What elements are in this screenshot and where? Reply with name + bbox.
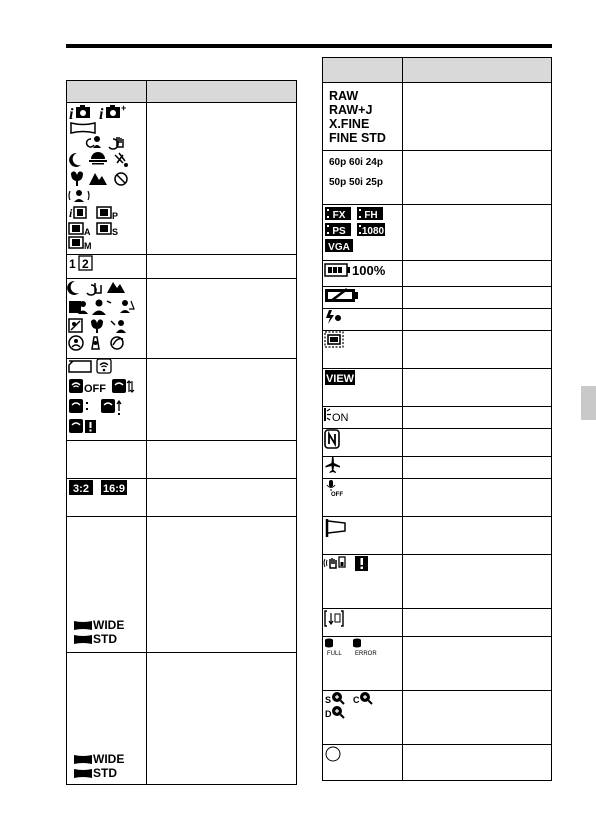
food-icon (115, 173, 127, 185)
battery-empty-icon (325, 289, 358, 302)
table-row (67, 517, 297, 653)
svg-text:VGA: VGA (328, 242, 350, 253)
svg-text:i: i (69, 106, 74, 123)
wifi-status-icons (67, 359, 147, 441)
svg-text:16:9: 16:9 (102, 483, 126, 495)
movie-a-icon (69, 223, 91, 237)
empty-icon-cell (67, 441, 147, 479)
svg-text:VIEW: VIEW (325, 373, 355, 385)
battery-full-icon (325, 264, 350, 276)
audio-off-icons (323, 479, 403, 517)
table-row (67, 103, 297, 255)
svg-text:FULL: FULL (327, 651, 342, 657)
record-fx-icon (325, 207, 351, 221)
card-access-description (403, 609, 552, 637)
quality-fine-std: FINE STD (329, 131, 386, 145)
table-row (323, 457, 552, 479)
wifi-upload-icon (101, 399, 121, 415)
table-row (323, 331, 552, 369)
shooting-modes-description (147, 103, 297, 255)
left-header-icon-col (67, 81, 147, 103)
wifi-off-icon (69, 379, 106, 395)
landscape-icon (107, 282, 125, 293)
battery-description (403, 261, 552, 287)
svg-text:1080: 1080 (361, 226, 385, 237)
right-table-header (323, 58, 552, 83)
svg-text:FH: FH (364, 210, 378, 221)
svg-text:i: i (99, 106, 104, 123)
steady-shot-warning-description (403, 555, 552, 609)
fps-60i: 60i (349, 157, 363, 168)
smart-zoom-icon (325, 692, 344, 705)
database-icons (323, 637, 403, 691)
svg-text:S: S (112, 227, 119, 237)
table-row (67, 359, 297, 441)
night-scene-icon (67, 281, 79, 295)
memory-recall-description (147, 255, 297, 279)
table-row (67, 441, 297, 479)
nfc-icon (325, 430, 339, 448)
svg-text:3:2: 3:2 (73, 483, 89, 495)
table-row (323, 637, 552, 691)
aspect-ratio-icons (67, 479, 147, 517)
panorama-wide-option: WIDE (73, 752, 146, 766)
clear-zoom-icon (353, 692, 372, 705)
left-table-header (67, 81, 297, 103)
memory-card-icon (69, 361, 91, 372)
movie-s-icon (97, 223, 118, 237)
table-row (323, 309, 552, 331)
table-row (67, 255, 297, 279)
nfc-icons (323, 429, 403, 457)
record-setting-icons (323, 205, 403, 261)
table-row (323, 83, 552, 151)
camera-shake-icon (324, 557, 345, 568)
wifi-transfer-icon (112, 379, 134, 393)
baby-icon (111, 320, 126, 333)
flash-charge-icons (323, 309, 403, 331)
svg-text:P: P (112, 211, 119, 221)
digital-zoom-icon (325, 706, 344, 719)
card-access-icons (323, 609, 403, 637)
scene-recognition-icons (67, 279, 147, 359)
sports-icon (115, 153, 128, 167)
fps-60p: 60p (329, 157, 347, 168)
table-row (323, 691, 552, 745)
panorama-direction-icons (67, 653, 147, 785)
landscape-icon (89, 173, 107, 185)
record-vga-icon (325, 239, 353, 253)
svg-text:+: + (121, 103, 127, 113)
svg-text:D: D (325, 709, 332, 719)
af-illuminator-icon (325, 408, 349, 423)
card-write-icon (325, 611, 343, 626)
airplane-mode-description (403, 457, 552, 479)
table-row (323, 287, 552, 309)
svg-text:OFF: OFF (84, 383, 106, 395)
svg-text:PS: PS (332, 226, 346, 237)
flash-charging-icon (326, 310, 341, 324)
database-error-icon (353, 639, 377, 658)
night-portrait-icon (87, 136, 101, 148)
record-fh-icon (357, 207, 383, 221)
right-header-desc-col (403, 58, 552, 83)
night-portrait-icon (120, 300, 134, 313)
quality-icons (323, 83, 403, 151)
quality-extra-fine: X.FINE (329, 117, 370, 131)
table-row (323, 609, 552, 637)
battery-icons (323, 261, 403, 287)
airplane-icon (326, 457, 341, 473)
quality-description (403, 83, 552, 151)
warning-icon (355, 556, 368, 571)
superior-auto-icon (99, 103, 126, 123)
empty-row-description (147, 441, 297, 479)
svg-text:FX: FX (332, 210, 346, 221)
spot-metering-circle-icon (326, 747, 340, 761)
table-row (323, 429, 552, 457)
quality-raw-jpeg: RAW+J (329, 103, 373, 117)
flash-charge-description (403, 309, 552, 331)
intelligent-auto-movie-icon (69, 206, 86, 220)
panorama-wide-option: WIDE (73, 618, 146, 632)
battery-warning-icons (323, 287, 403, 309)
table-row (323, 555, 552, 609)
panorama-icon (71, 123, 95, 133)
svg-text:A: A (84, 227, 91, 237)
record-setting-description (403, 205, 552, 261)
audio-off-description (403, 479, 552, 517)
left-header-desc-col (147, 81, 297, 103)
panorama-size-description (147, 517, 297, 653)
panorama-direction-description (147, 653, 297, 785)
database-description (403, 637, 552, 691)
table-row (323, 369, 552, 407)
table-row (323, 517, 552, 555)
wind-noise-icons (323, 517, 403, 555)
macro-icon (91, 319, 103, 333)
panorama-std-option: STD (73, 632, 146, 646)
zoom-description (403, 691, 552, 745)
scene-recognition-description (147, 279, 297, 359)
face-detect-icon (69, 336, 83, 350)
table-row (67, 479, 297, 517)
panorama-std-option: STD (73, 766, 146, 780)
microphone-off-icon (327, 480, 343, 498)
anti-motion-blur-icon (69, 190, 89, 202)
movie-m-icon (69, 237, 92, 249)
af-illuminator-description (403, 407, 552, 429)
table-row (323, 151, 552, 205)
svg-text:ERROR: ERROR (355, 651, 377, 657)
aspect-ratio-description (147, 479, 297, 517)
sunset-icon (89, 152, 107, 165)
steady-shot-warning-icons (323, 555, 403, 609)
live-view-frame-icon (325, 332, 343, 347)
aspect-3-2-icon (69, 480, 93, 495)
top-rule (66, 44, 552, 48)
record-ps-icon (325, 223, 351, 237)
right-icon-table (322, 57, 552, 781)
view-mode-description (403, 369, 552, 407)
spot-meter-description (403, 745, 552, 781)
portrait-icon (92, 300, 111, 316)
live-view-frame-description (403, 331, 552, 369)
chapter-side-tab (581, 386, 596, 420)
wifi-icon (97, 359, 111, 373)
database-full-icon (325, 639, 342, 658)
table-row (323, 205, 552, 261)
shooting-mode-icons (67, 103, 147, 255)
spot-meter-icons (323, 745, 403, 781)
svg-text:OFF: OFF (331, 492, 343, 498)
table-row (67, 279, 297, 359)
movie-p-icon (97, 207, 118, 221)
svg-text:i: i (69, 206, 73, 220)
fps-50i: 50i (349, 177, 363, 188)
macro-icon (71, 171, 83, 186)
wind-noise-reduction-icon (327, 519, 345, 537)
live-view-frame-icons (323, 331, 403, 369)
svg-text:2: 2 (82, 257, 89, 271)
backlight-icon (69, 319, 82, 332)
night-scene-icon (69, 153, 81, 167)
svg-text:M: M (84, 241, 92, 249)
svg-text:S: S (325, 695, 332, 705)
nfc-description (403, 429, 552, 457)
view-mode-icon (325, 370, 355, 385)
moving-subject-icon (111, 337, 123, 349)
table-row (323, 261, 552, 287)
wifi-status-description (147, 359, 297, 441)
memory-recall-icons (67, 255, 147, 279)
view-mode-icons (323, 369, 403, 407)
wind-noise-description (403, 517, 552, 555)
zoom-icons (323, 691, 403, 745)
table-row (323, 407, 552, 429)
af-illuminator-icons (323, 407, 403, 429)
frame-rate-icons (323, 151, 403, 205)
svg-text:1: 1 (69, 257, 76, 271)
wifi-connecting-icon (69, 399, 88, 413)
svg-text:C: C (353, 695, 360, 705)
backlight-portrait-icon (69, 301, 88, 314)
panorama-size-icons (67, 517, 147, 653)
fps-50p: 50p (329, 177, 347, 188)
svg-text:ON: ON (332, 412, 349, 423)
wifi-error-icon (69, 419, 96, 433)
quality-raw: RAW (329, 89, 359, 103)
battery-percent: 100% (352, 263, 386, 278)
handheld-night-icon (109, 137, 123, 149)
tripod-icon (92, 337, 99, 349)
record-1080-icon (357, 223, 385, 237)
aspect-16-9-icon (101, 480, 127, 495)
fps-25p: 25p (365, 177, 383, 188)
table-row (323, 745, 552, 781)
airplane-mode-icons (323, 457, 403, 479)
frame-rate-description (403, 151, 552, 205)
left-icon-table (66, 80, 297, 785)
table-row (323, 479, 552, 517)
right-header-icon-col (323, 58, 403, 83)
handheld-night-icon (87, 283, 101, 295)
table-row (67, 653, 297, 785)
battery-warning-description (403, 287, 552, 309)
intelligent-auto-icon (69, 105, 90, 123)
fps-24p: 24p (365, 157, 383, 168)
